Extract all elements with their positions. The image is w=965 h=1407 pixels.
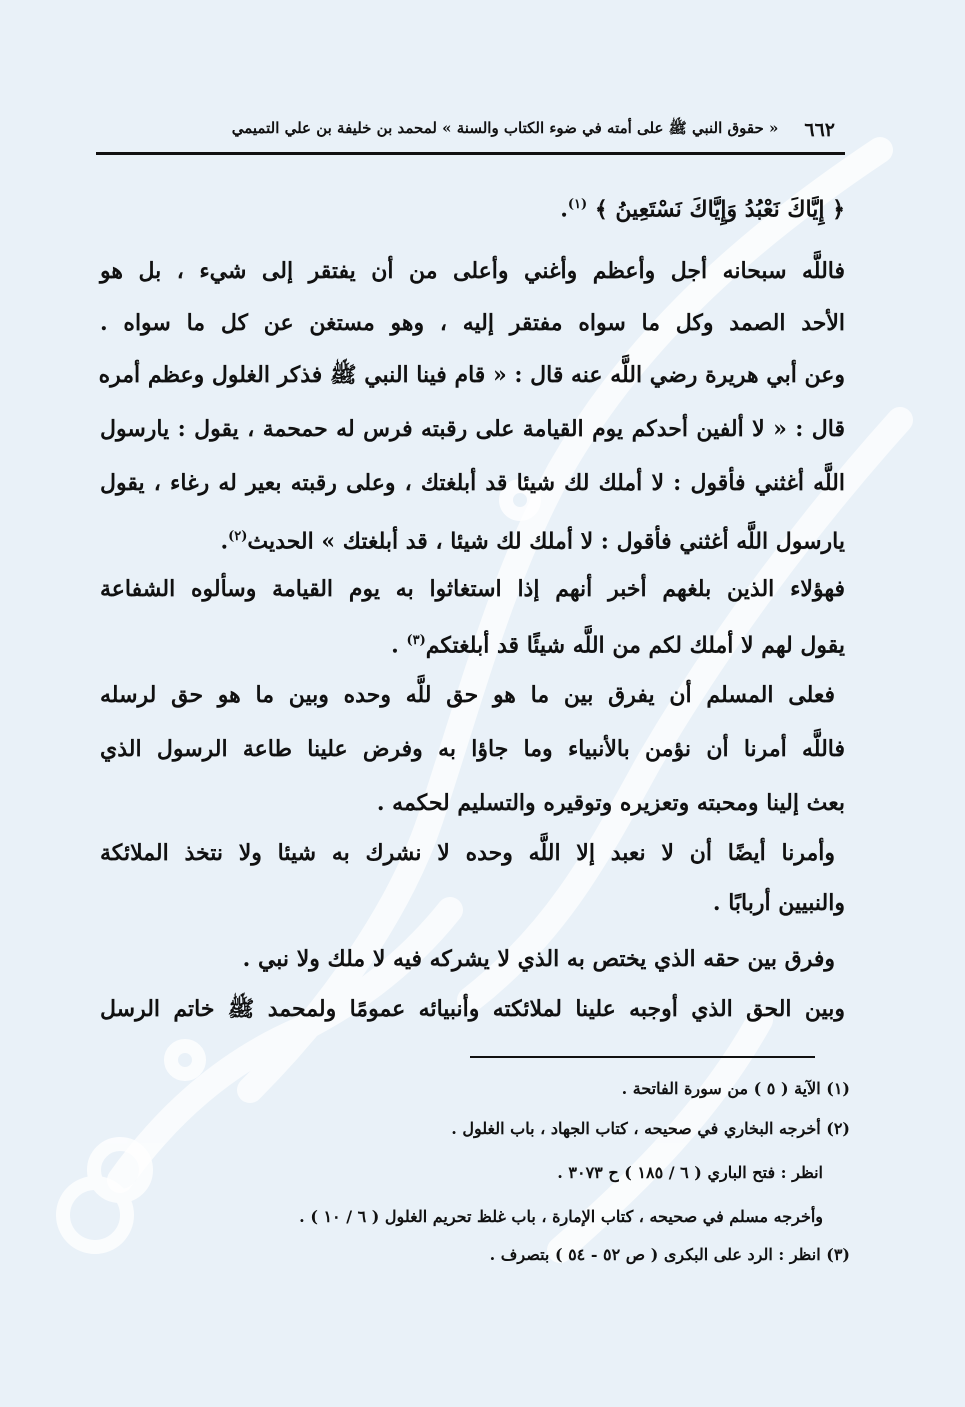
page-number: ٦٦٢ [804, 119, 835, 141]
paragraph-end-dot: . [391, 632, 407, 659]
body-line: وبين الحق الذي أوجبه علينا لملائكته وأنبيائه عمومًا ولمحمد ﷺ خاتم الرسل [100, 996, 845, 1022]
verse-text: ﴿ إِيَّاكَ نَعْبُدُ وَإِيَّاكَ نَسْتَعِينُ ﴾ [594, 196, 845, 223]
footnote-3: (٣) انظر : الرد على البكرى ( ص ٥٢ - ٥٤ ) بتصرف . [489, 1245, 850, 1264]
body-line: الأحد الصمد وكل ما سواه مفتقر إليه ، وهو مستغن عن كل ما سواه . [100, 310, 846, 336]
body-line: وفرق بين حقه الذي يختص به الذي لا يشركه فيه لا ملك ولا نبي . [242, 946, 835, 972]
body-line [100, 520, 845, 558]
header-divider [96, 152, 845, 155]
page-header [96, 112, 835, 148]
body-line: فهؤلاء الذين بلغهم أخبر أنهم إذا استغاثوا به يوم القيامة وسألوه الشفاعة [100, 576, 845, 602]
body-line: وعن أبي هريرة رضي اللَّه عنه قال : « قام فينا النبي ﷺ فذكر الغلول وعظم أمره [98, 362, 845, 388]
quran-verse-line [100, 188, 845, 226]
paragraph-end-text: يقول لهم لا أملك لكم من اللَّه شيئًا قد أبلغتكم [425, 632, 845, 659]
footnote-marker-1: (١) [567, 197, 588, 212]
footnote-2-continued: انظر : فتح الباري ( ٦ / ١٨٥ ) ح ٣٠٧٣ . [557, 1163, 823, 1182]
footnote-divider [470, 1056, 815, 1058]
body-line: بعث إلينا ومحبته وتعزيره وتوقيره والتسليم لحكمه . [376, 790, 845, 816]
body-line: فعلى المسلم أن يفرق بين ما هو حق للَّه وحده وبين ما هو حق لرسله [100, 682, 835, 708]
running-title: « حقوق النبي ﷺ على أمته في ضوء الكتاب والسنة » لمحمد بن خليفة بن علي التميمي [231, 119, 779, 137]
hadith-end-text: يارسول اللَّه أغثني فأقول : لا أملك لك شيئا ، قد أبلغتك » الحديث [247, 528, 845, 555]
footnote-marker-2: (٢) [228, 529, 248, 544]
hadith-end-dot: . [220, 528, 229, 555]
body-line: وأمرنا أيضًا أن لا نعبد إلا اللَّه وحده لا نشرك به شيئا ولا نتخذ الملائكة [100, 840, 835, 866]
body-line [100, 624, 845, 662]
footnote-2: (٢) أخرجه البخاري في صحيحه ، كتاب الجهاد ، باب الغلول . [451, 1119, 850, 1138]
footnote-marker-3: (٣) [406, 633, 426, 648]
footnote-1: (١) الآية ( ٥ ) من سورة الفاتحة . [621, 1079, 850, 1098]
body-line: فاللَّه أمرنا أن نؤمن بالأنبياء وما جاؤا به وفرض علينا طاعة الرسول الذي [100, 736, 845, 762]
footnote-2-continued: وأخرجه مسلم في صحيحه ، كتاب الإمارة ، باب غلظ تحريم الغلول ( ٦ / ١٠ ) . [299, 1207, 823, 1226]
body-line: فاللَّه سبحانه أجل وأعظم وأغني وأعلى من أن يفتقر إلى شيء ، بل هو [100, 258, 845, 284]
verse-end-dot: . [560, 196, 568, 223]
body-line: قال : « لا ألفين أحدكم يوم القيامة على رقبته فرس له حمحمة ، يقول : يارسول [100, 416, 845, 442]
body-line: اللَّه أغثني فأقول : لا أملك لك شيئا قد أبلغتك ، وعلى رقبته بعير له رغاء ، يقول [100, 470, 845, 496]
body-line: والنبيين أربابًا . [712, 890, 845, 916]
